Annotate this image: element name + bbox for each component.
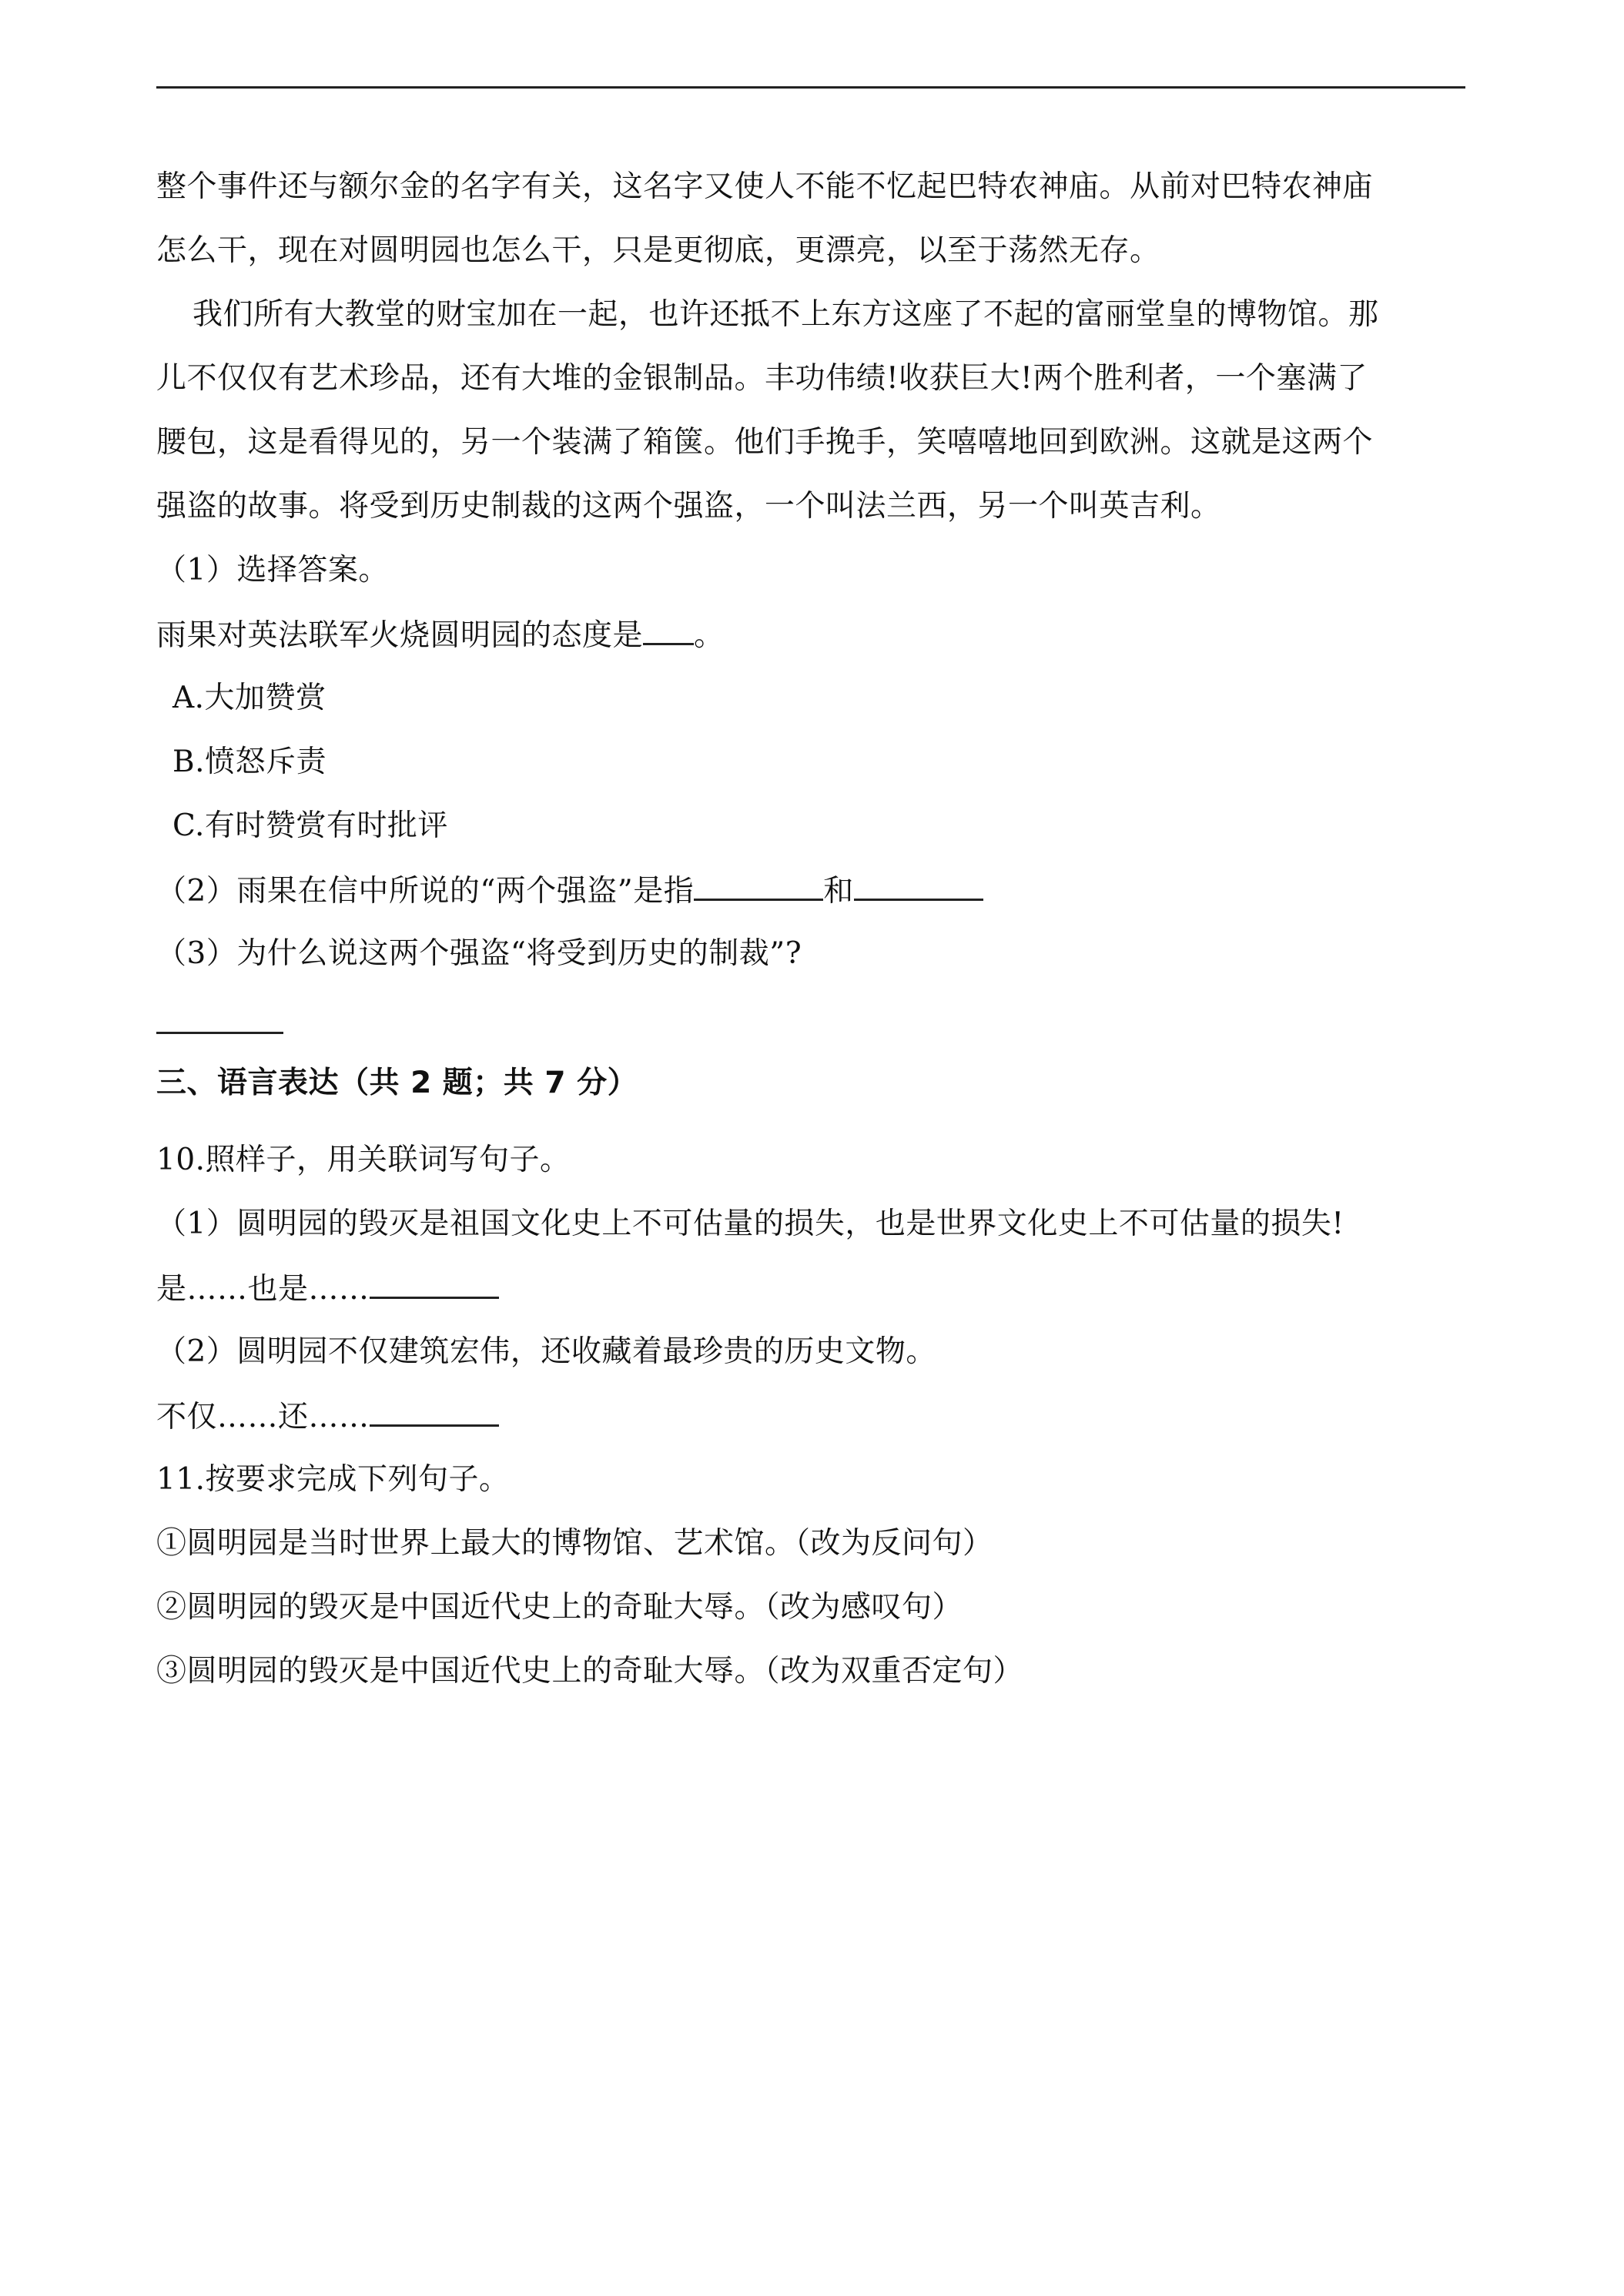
answer-blank[interactable] xyxy=(643,615,694,645)
answer-blank[interactable] xyxy=(370,1397,499,1427)
q10-title: 10.照样子，用关联词写句子。 xyxy=(156,1143,571,1177)
passage-p1-line1: 整个事件还与额尔金的名字有关，这名字又使人不能不忆起巴特农神庙。从前对巴特农神庙 xyxy=(156,169,1374,204)
q10-sub1-pattern-text: 是……也是…… xyxy=(156,1272,370,1307)
q9-sub2-connector: 和 xyxy=(823,874,854,909)
q10-sub2: （2）圆明园不仅建筑宏伟，还收藏着最珍贵的历史文物。 xyxy=(156,1334,936,1369)
q9-sub1-stem xyxy=(156,615,725,655)
q11-item2: ②圆明园的毁灭是中国近代史上的奇耻大辱。（改为感叹句） xyxy=(156,1590,963,1625)
option-c[interactable]: C.有时赞赏有时批评 xyxy=(172,808,448,843)
passage-p1-line2: 怎么干，现在对圆明园也怎么干，只是更彻底，更漂亮，以至于荡然无存。 xyxy=(156,233,1160,268)
answer-line[interactable] xyxy=(156,1032,283,1034)
passage-p2-line3: 腰包，这是看得见的，另一个装满了箱箧。他们手挽手，笑嘻嘻地回到欧洲。这就是这两个 xyxy=(156,425,1374,460)
q9-sub2-text: （2）雨果在信中所说的“两个强盗”是指 xyxy=(156,874,695,909)
header-rule xyxy=(156,86,1465,89)
q9-sub1-stem-text: 雨果对英法联军火烧圆明园的态度是 xyxy=(156,618,644,653)
q9-sub1-stem-end: 。 xyxy=(694,618,725,653)
option-a[interactable]: A.大加赞赏 xyxy=(172,681,326,715)
q11-item1: ①圆明园是当时世界上最大的博物馆、艺术馆。（改为反问句） xyxy=(156,1526,993,1561)
q9-sub2 xyxy=(156,871,983,911)
passage-p2-line2: 儿不仅仅有艺术珍品，还有大堆的金银制品。丰功伟绩!收获巨大!两个胜利者，一个塞满了 xyxy=(156,361,1368,396)
q11-item3: ③圆明园的毁灭是中国近代史上的奇耻大辱。（改为双重否定句） xyxy=(156,1654,1024,1689)
passage-p2-line1: 我们所有大教堂的财宝加在一起，也许还抵不上东方这座了不起的富丽堂皇的博物馆。那 xyxy=(193,297,1379,332)
answer-blank[interactable] xyxy=(694,871,823,901)
q9-sub1-label: （1）选择答案。 xyxy=(156,553,389,587)
section-heading: 三、语言表达（共 2 题；共 7 分） xyxy=(156,1066,638,1100)
answer-blank[interactable] xyxy=(854,871,983,901)
q10-sub1: （1）圆明园的毁灭是祖国文化史上不可估量的损失，也是世界文化史上不可估量的损失! xyxy=(156,1207,1344,1241)
q10-sub2-pattern-text: 不仅……还…… xyxy=(156,1400,370,1434)
q10-sub1-pattern xyxy=(156,1269,499,1309)
option-b[interactable]: B.愤怒斥责 xyxy=(172,745,327,779)
answer-blank[interactable] xyxy=(370,1269,499,1299)
q10-sub2-pattern xyxy=(156,1397,499,1437)
passage-p2-line4: 强盗的故事。将受到历史制裁的这两个强盗，一个叫法兰西，另一个叫英吉利。 xyxy=(156,489,1221,524)
q11-title: 11.按要求完成下列句子。 xyxy=(156,1462,510,1497)
q9-sub3: （3）为什么说这两个强盗“将受到历史的制裁”? xyxy=(156,936,802,971)
